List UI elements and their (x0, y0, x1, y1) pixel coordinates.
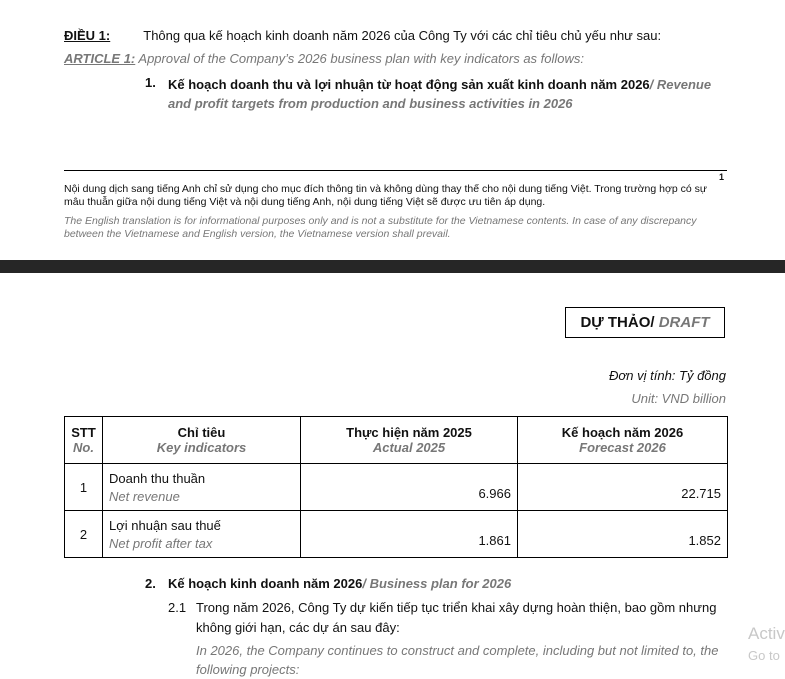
draft-vn: DỰ THẢO/ (580, 314, 655, 331)
key-indicators-table (64, 416, 728, 558)
row-actual: 6.966 (301, 464, 518, 511)
item-1-en-a: Revenue (656, 77, 712, 92)
footnote-vn-1: Nội dung dịch sang tiếng Anh chỉ sử dụng cho mục đích thông tin và không dùng thay thế cho nội dung tiếng Việt. Trong trường hợp có sự (64, 183, 707, 195)
article-1-en-line (64, 51, 584, 66)
footnote-en-2: between the Vietnamese and English version, the Vietnamese version shall prevail. (64, 228, 451, 240)
header-stt: STT No. (65, 417, 103, 464)
article-1-en-text: Approval of the Company’s 2026 business plan with key indicators as follows: (138, 51, 585, 66)
item-2-vn: Kế hoạch kinh doanh năm 2026 (168, 576, 363, 591)
unit-en: Unit: VND billion (631, 391, 726, 406)
sub-2-1-vn-2: không giới hạn, các dự án sau đây: (196, 620, 400, 635)
item-2-en: Business plan for 2026 (369, 576, 512, 591)
item-2-heading (168, 576, 511, 591)
activation-watermark-line2: Go to (748, 648, 780, 663)
article-1-en-label: ARTICLE 1: (64, 51, 136, 66)
article-1-vn-text: Thông qua kế hoạch kinh doanh năm 2026 của Công Ty với các chỉ tiêu chủ yếu như sau: (143, 28, 662, 43)
row-actual: 1.861 (301, 511, 518, 558)
draft-stamp (565, 307, 725, 338)
header-actual: Thực hiện năm 2025 Actual 2025 (301, 417, 518, 464)
table-row (65, 511, 728, 558)
item-2-slash: / (362, 576, 366, 591)
row-forecast: 22.715 (518, 464, 728, 511)
item-1-heading (168, 75, 748, 113)
draft-en: DRAFT (658, 314, 710, 331)
sub-2-1-en-2: following projects: (196, 662, 300, 677)
item-1-vn: Kế hoạch doanh thu và lợi nhuận từ hoạt động sản xuất kinh doanh năm 2026 (168, 77, 650, 92)
item-1-en-b: and profit targets from production and business activities in 2026 (168, 96, 573, 111)
unit-vn: Đơn vị tính: Tỷ đồng (609, 368, 726, 383)
row-indicator: Lợi nhuận sau thuế Net profit after tax (103, 511, 301, 558)
row-forecast: 1.852 (518, 511, 728, 558)
article-1-vn-line (64, 28, 661, 43)
article-1-vn-label: ĐIỀU 1: (64, 28, 111, 43)
header-forecast: Kế hoạch năm 2026 Forecast 2026 (518, 417, 728, 464)
item-1-slash: / (649, 77, 654, 92)
row-indicator: Doanh thu thuần Net revenue (103, 464, 301, 511)
page-divider (0, 260, 785, 273)
sub-2-1-vn-1: Trong năm 2026, Công Ty dự kiến tiếp tục triển khai xây dựng hoàn thiện, bao gồm nhưng (196, 600, 717, 615)
table-header-row (65, 417, 728, 464)
activation-watermark-line1: Activ (748, 624, 785, 643)
row-no: 2 (65, 511, 103, 558)
footnote-vn-2: mâu thuẫn giữa nội dung tiếng Việt và nội dung tiếng Anh, nội dung tiếng Việt sẽ được ưu tiên áp dụng. (64, 196, 546, 208)
footnote-en-1: The English translation is for informational purposes only and is not a substitute for the Vietnamese contents. In case of any discrepancy (64, 215, 697, 227)
sub-2-1-en-1: In 2026, the Company continues to construct and complete, including but not limited to, the (196, 643, 719, 658)
header-indicator: Chỉ tiêu Key indicators (103, 417, 301, 464)
sub-2-1-number: 2.1 (168, 600, 187, 615)
footnote-number: 1 (719, 172, 725, 182)
table-row (65, 464, 728, 511)
row-no: 1 (65, 464, 103, 511)
footnote-rule (64, 170, 727, 171)
item-1-number: 1. (145, 75, 156, 90)
item-2-number: 2. (145, 576, 156, 591)
